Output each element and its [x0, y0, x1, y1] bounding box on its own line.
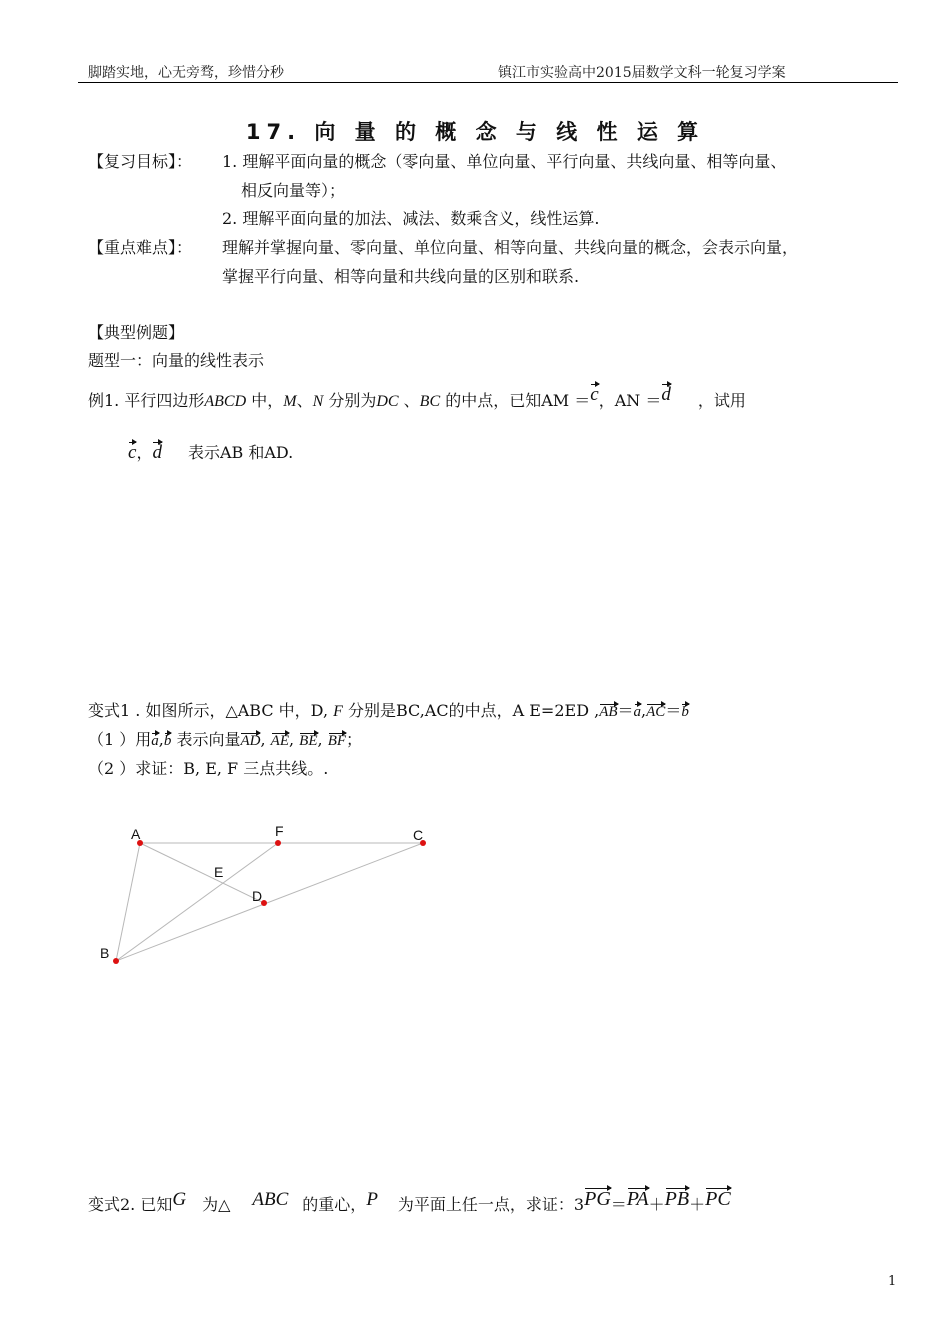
label-e: E — [214, 864, 224, 880]
vector-ac: AC — [646, 704, 666, 720]
variation-1-question-2: （2 ）求证：B, E, F 三点共线。. — [88, 759, 329, 778]
label-a: A — [131, 826, 141, 842]
label-d: D — [252, 888, 263, 904]
keypoints-label: 【重点难点】： — [88, 238, 193, 257]
goals-item-2: 2. 理解平面向量的加法、减法、数乘含义，线性运算. — [222, 209, 600, 228]
page-number: 1 — [888, 1274, 897, 1289]
variation-1-question-1: （1 ）用a,b 表示向量AD, AE, BE, BF； — [88, 730, 363, 749]
goals-item-1: 1. 理解平面向量的概念（零向量、单位向量、平行向量、共线向量、相等向量、 — [222, 152, 787, 171]
label-c: C — [413, 827, 424, 843]
examples-header: 【典型例题】 — [88, 323, 185, 342]
vector-a: a — [633, 704, 642, 720]
point-f — [275, 840, 281, 846]
vector-d-2: d — [152, 442, 162, 463]
segment-ad — [140, 843, 264, 903]
point-b — [113, 958, 119, 964]
goals-item-1-cont: 相反向量等）； — [241, 181, 346, 200]
vector-ae: AE — [270, 733, 289, 749]
vector-a-q1: a — [151, 733, 159, 749]
vector-d: d — [661, 384, 671, 405]
example-1-line-2: c，d 表示AB 和AD. — [128, 442, 294, 463]
header-school: 镇江市实验高中2015届数学文科一轮复习学案 — [498, 65, 786, 81]
header-rule — [78, 82, 898, 83]
segment-ab — [116, 843, 140, 961]
vector-pc: PC — [705, 1188, 731, 1210]
vector-b: b — [681, 704, 689, 720]
vector-ad: AD — [240, 733, 261, 749]
example-1-line-1: 例1. 平行四边形ABCD 中，M、N 分别为DC 、BC 的中点，已知AM ＝c，AN ＝d ，试用 — [88, 384, 746, 410]
keypoints-line-2: 掌握平行向量、相等向量和共线向量的区别和联系. — [222, 267, 580, 286]
vector-ab: AB — [599, 704, 618, 720]
header-motto: 脚踏实地，心无旁骛，珍惜分秒 — [88, 65, 284, 81]
label-f: F — [275, 823, 284, 839]
page-title: 17. 向 量 的 概 念 与 线 性 运 算 — [245, 120, 705, 144]
vector-c-2: c — [128, 442, 137, 463]
vector-c: c — [590, 384, 599, 405]
triangle-figure — [90, 815, 450, 975]
type-1-heading: 题型一：向量的线性表示 — [88, 351, 265, 370]
variation-1-statement: 变式1 . 如图所示，△ABC 中，D, F 分别是BC,AC的中点，A E=2ED ,AB＝a,AC＝b — [88, 701, 689, 720]
keypoints-line-1: 理解并掌握向量、零向量、单位向量、相等向量、共线向量的概念，会表示向量， — [222, 238, 799, 257]
vector-be: BE — [299, 733, 318, 749]
vector-b-q1: b — [163, 733, 172, 749]
goals-label: 【复习目标】： — [88, 152, 193, 171]
vector-bf: BF — [327, 733, 347, 749]
segment-bc — [116, 843, 423, 961]
vector-pg: PG — [584, 1188, 611, 1210]
label-b: B — [100, 945, 110, 961]
variation-2-statement: 变式2. 已知G 为△ ABC 的重心，P 为平面上任一点，求证：3PG＝PA＋PB＋PC — [88, 1188, 731, 1214]
vector-pb: PB — [664, 1188, 690, 1210]
vector-pa: PA — [626, 1188, 649, 1210]
